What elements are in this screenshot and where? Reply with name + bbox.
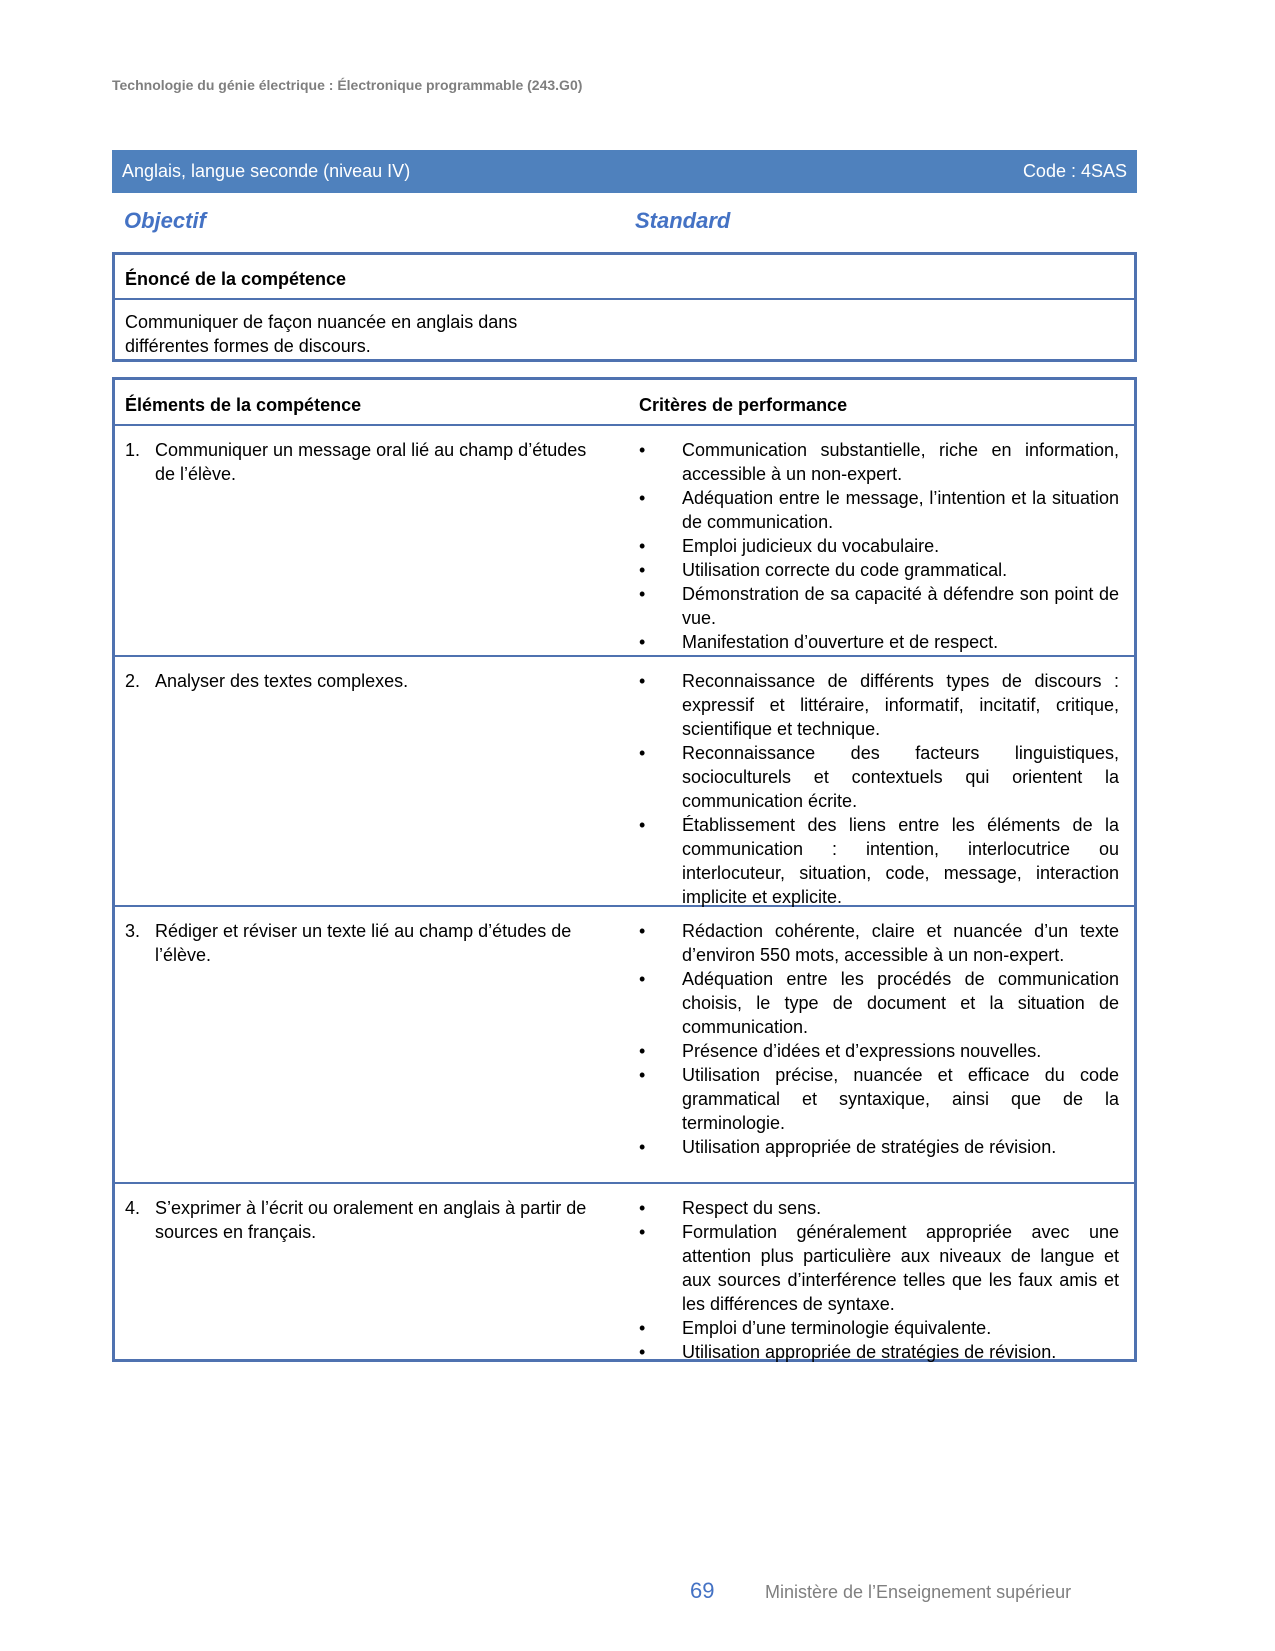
criteria-list (639, 438, 1119, 654)
criterion: • Adéquation entre le message, l’intention et la situation de communication. (639, 486, 1119, 534)
element-cell (125, 919, 605, 967)
element-number: 3. (125, 921, 141, 941)
element-number: 4. (125, 1198, 141, 1218)
criterion: • Présence d’idées et d’expressions nouvelles. (639, 1039, 1119, 1063)
course-code: Code : 4SAS (1022, 161, 1127, 181)
element-cell (125, 438, 605, 486)
footer-ministry: Ministère de l’Enseignement supérieur (765, 1582, 1072, 1602)
element-cell (125, 1196, 605, 1244)
table-row (115, 907, 1134, 1184)
criterion: • Formulation généralement appropriée avec une attention plus particulière aux niveaux de langue et aux sources d’interférence telles que les faux amis et les différences de syntaxe. (639, 1220, 1119, 1316)
criterion: • Communication substantielle, riche en information, accessible à un non-expert. (639, 438, 1119, 486)
criterion: • Adéquation entre les procédés de communication choisis, le type de document et la situation de communication. (639, 967, 1119, 1039)
criteria-list (639, 1196, 1119, 1364)
criterion: • Emploi judicieux du vocabulaire. (639, 534, 1119, 558)
element-number: 2. (125, 671, 141, 691)
page-number: 69 (690, 1578, 715, 1603)
criterion: • Utilisation appropriée de stratégies de révision. (639, 1135, 1119, 1159)
criterion: • Respect du sens. (639, 1196, 1119, 1220)
element-text: S’exprimer à l’écrit ou oralement en anglais à partir de sources en français. (155, 1198, 587, 1242)
table-header (115, 380, 1134, 426)
competence-statement-text: Communiquer de façon nuancée en anglais dans différentes formes de discours. (125, 312, 518, 356)
elements-header: Éléments de la compétence (125, 395, 362, 415)
element-text: Analyser des textes complexes. (155, 671, 409, 691)
element-text: Rédiger et réviser un texte lié au champ d’études de l’élève. (155, 921, 572, 965)
element-cell (125, 669, 605, 693)
running-header: Technologie du génie électrique : Électronique programmable (243.G0) (112, 77, 583, 93)
criteria-list (639, 669, 1119, 909)
standard-label: Standard (635, 208, 731, 233)
criterion: • Manifestation d’ouverture et de respect. (639, 630, 1119, 654)
section-labels (124, 208, 1124, 238)
criterion: • Utilisation correcte du code grammatical. (639, 558, 1119, 582)
criteria-header: Critères de performance (639, 395, 848, 415)
course-title-bar (112, 150, 1137, 193)
criterion: • Utilisation appropriée de stratégies de révision. (639, 1340, 1119, 1364)
table-row (115, 426, 1134, 657)
criterion: • Reconnaissance de différents types de discours : expressif et littéraire, informatif, incitatif, critique, scientifique et technique. (639, 669, 1119, 741)
objectif-label: Objectif (124, 208, 206, 233)
criterion: • Reconnaissance des facteurs linguistiques, socioculturels et contextuels qui orientent la communication écrite. (639, 741, 1119, 813)
competence-elements-table (112, 377, 1137, 1362)
criterion: • Emploi d’une terminologie équivalente. (639, 1316, 1119, 1340)
criterion: • Rédaction cohérente, claire et nuancée d’un texte d’environ 550 mots, accessible à un non-expert. (639, 919, 1119, 967)
table-row (115, 1184, 1134, 1362)
criterion: • Démonstration de sa capacité à défendre son point de vue. (639, 582, 1119, 630)
criterion: • Utilisation précise, nuancée et efficace du code grammatical et syntaxique, ainsi que de la terminologie. (639, 1063, 1119, 1135)
competence-statement-box (112, 252, 1137, 362)
element-text: Communiquer un message oral lié au champ d’études de l’élève. (155, 440, 587, 484)
competence-statement-title: Énoncé de la compétence (115, 255, 1134, 300)
table-row (115, 657, 1134, 907)
criteria-list (639, 919, 1119, 1159)
element-number: 1. (125, 440, 141, 460)
criterion: • Établissement des liens entre les éléments de la communication : intention, interlocutrice ou interlocuteur, situation, code, message, interaction implicite et explicite. (639, 813, 1119, 909)
course-title: Anglais, langue seconde (niveau IV) (122, 161, 411, 181)
